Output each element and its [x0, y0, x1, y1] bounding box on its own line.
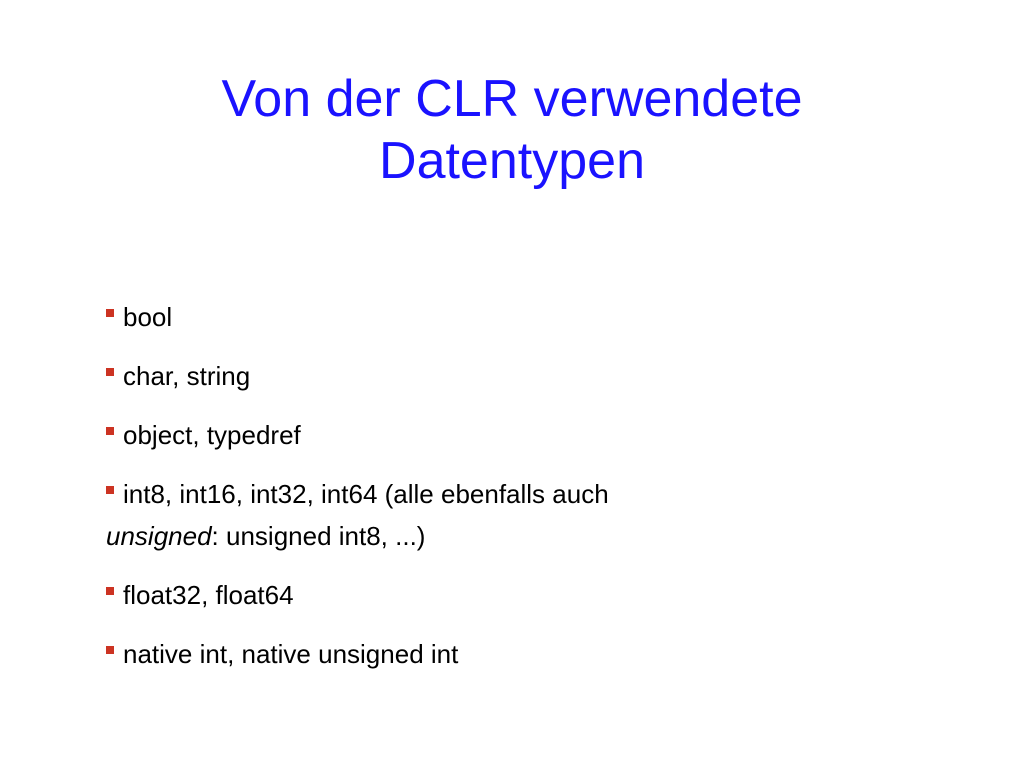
- bullet-list: [106, 296, 826, 692]
- square-bullet-icon: [106, 587, 114, 595]
- bullet-text: float32, float64: [123, 580, 294, 610]
- bullet-continuation: [106, 515, 826, 557]
- square-bullet-icon: [106, 486, 114, 494]
- slide-title: [60, 68, 964, 192]
- bullet-item-object-typedref: [106, 414, 826, 456]
- bullet-item-bool: [106, 296, 826, 338]
- bullet-item-native-int: [106, 633, 826, 675]
- bullet-text: native int, native unsigned int: [123, 639, 459, 669]
- slide-title-line-2: Datentypen: [379, 132, 645, 190]
- bullet-text: bool: [123, 302, 173, 332]
- bullet-item-int-types: [106, 473, 826, 557]
- square-bullet-icon: [106, 368, 114, 376]
- bullet-item-float-types: [106, 574, 826, 616]
- bullet-emphasis-text: unsigned: [106, 521, 212, 551]
- bullet-item-char-string: [106, 355, 826, 397]
- square-bullet-icon: [106, 646, 114, 654]
- bullet-text: object, typedref: [123, 420, 301, 450]
- square-bullet-icon: [106, 427, 114, 435]
- slide-title-line-1: Von der CLR verwendete: [221, 70, 803, 128]
- bullet-continuation-text: : unsigned int8, ...): [211, 521, 426, 551]
- bullet-text: char, string: [123, 361, 251, 391]
- bullet-text: int8, int16, int32, int64 (alle ebenfalls auch: [123, 479, 609, 509]
- square-bullet-icon: [106, 309, 114, 317]
